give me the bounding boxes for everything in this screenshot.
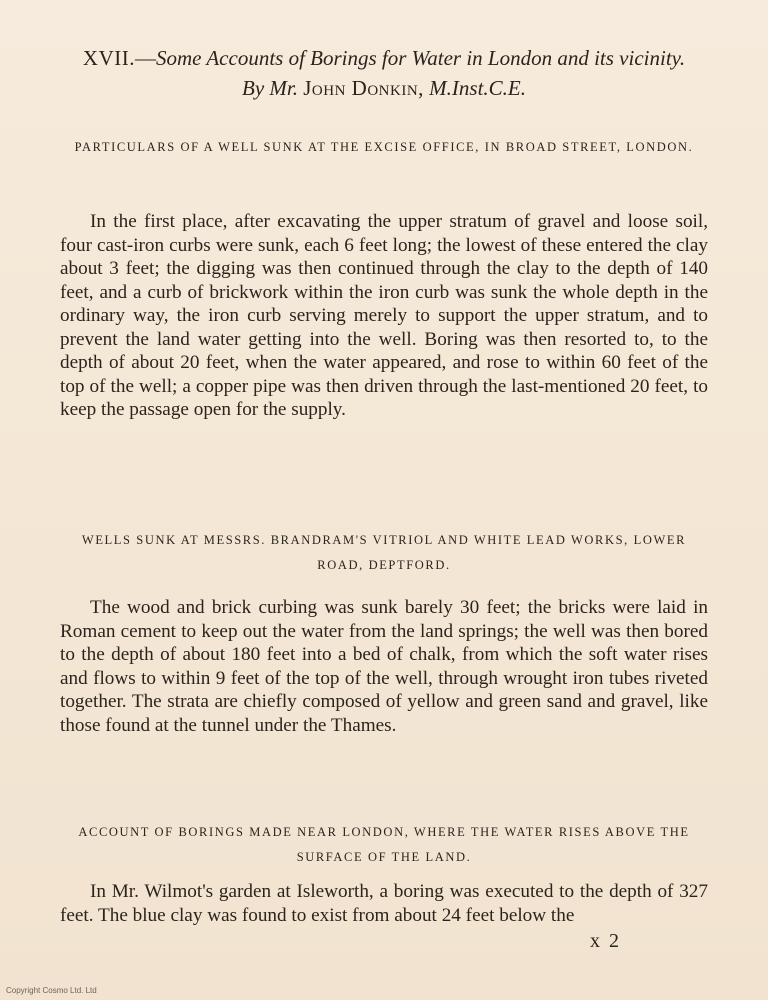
article-title <box>0 44 768 102</box>
byline-prefix: By Mr. <box>242 76 298 100</box>
article-number: XVII. <box>82 46 135 70</box>
title-line-2 <box>0 74 768 102</box>
section-body: In the first place, after excavating the upper stratum of gravel and loose soil, four cast-iron curbs were sunk, each 6 feet long; the lowest of these entered the clay about 3 feet; the digging was then continued through the clay to the depth of 140 feet, and a curb of brickwork within the iron curb was sunk the whole depth in the ordinary way, the iron curb serving merely to support the upper stratum, and to prevent the land water getting into the well. Boring was then resorted to, to the depth of about 20 feet, when the water appeared, and rose to within 60 feet of the top of the well; a copper pipe was then driven through the last-mentioned 20 feet, to keep the passage open for the supply. <box>60 211 708 420</box>
title-dash: — <box>135 46 156 70</box>
article-subject: Some Accounts of Borings for Water in London and its vicinity. <box>156 46 686 70</box>
section-heading: PARTICULARS OF A WELL SUNK AT THE EXCISE OFFICE, IN BROAD STREET, LONDON. <box>74 140 694 154</box>
section-heading: WELLS SUNK AT MESSRS. BRANDRAM'S VITRIOL AND WHITE LEAD WORKS, LOWER ROAD, DEPTFORD. <box>81 533 687 572</box>
signature-mark: x 2 <box>590 930 621 952</box>
section-body: The wood and brick curbing was sunk barely 30 feet; the bricks were laid in Roman cement to keep out the water from the land springs; the well was then bored to the depth of about 180 feet into a bed of chalk, from which the soft water rises and flows to within 9 feet of the top of the well, through wrought iron tubes riveted together. The strata are chiefly composed of yellow and green sand and gravel, like those found at the tunnel under the Thames. <box>60 597 708 736</box>
copyright-watermark: Copyright Cosmo Ltd. Ltd <box>6 986 97 995</box>
section-heading: ACCOUNT OF BORINGS MADE NEAR LONDON, WHERE THE WATER RISES ABOVE THE SURFACE OF THE LAND. <box>78 825 690 864</box>
section-body: In Mr. Wilmot's garden at Isleworth, a boring was executed to the depth of 327 feet. The blue clay was found to exist from about 24 feet below the <box>60 881 708 926</box>
author-credentials: M.Inst.C.E. <box>429 76 526 100</box>
title-line-1 <box>0 44 768 72</box>
author-name: John Donkin, <box>303 76 424 100</box>
